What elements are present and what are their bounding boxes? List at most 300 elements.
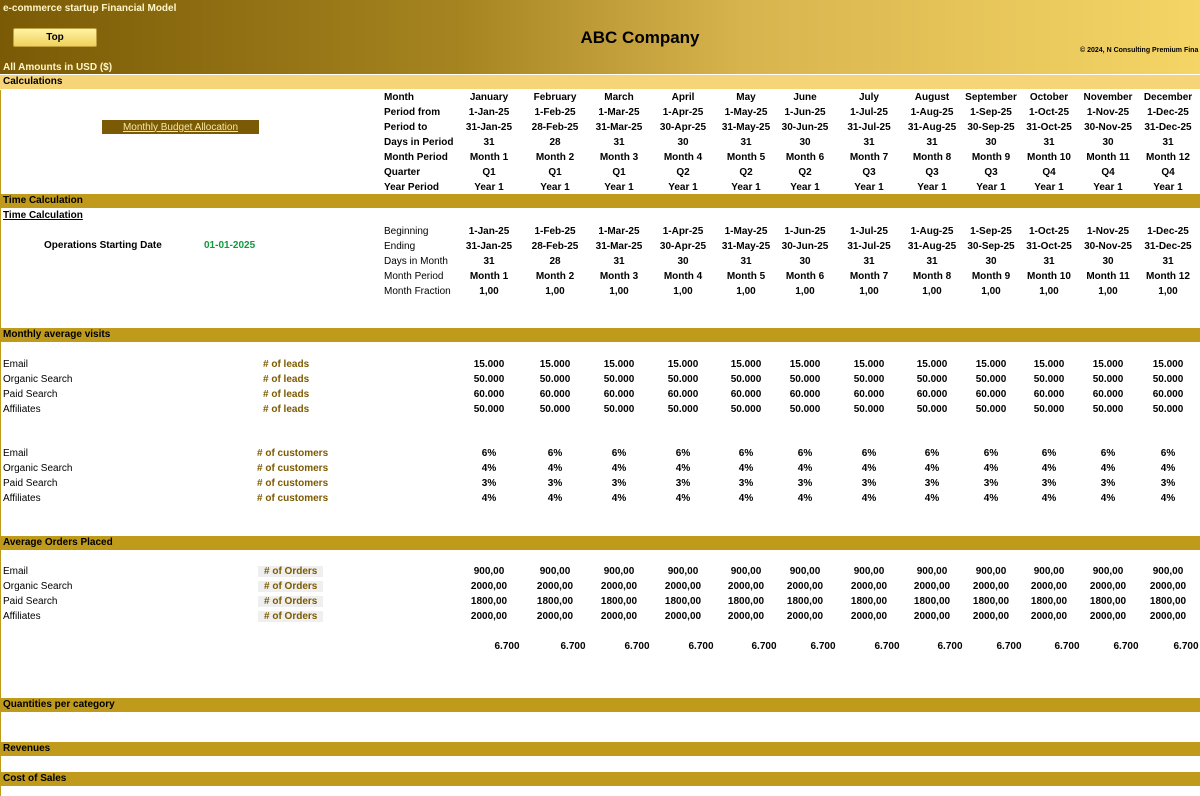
orders-cell[interactable]: 2000,00 xyxy=(1149,611,1187,622)
time_table-cell[interactable]: Month 12 xyxy=(1146,271,1190,282)
calc_table-row-label: Month Period xyxy=(384,152,448,163)
orders-cell[interactable]: 2000,00 xyxy=(1149,581,1187,592)
calc_table-cell[interactable]: 31-Mar-25 xyxy=(595,122,643,133)
time_table-cell[interactable]: 1-Sep-25 xyxy=(970,226,1012,237)
time_table-cell[interactable]: Month 11 xyxy=(1086,271,1130,282)
leads-cell[interactable]: 60.000 xyxy=(975,389,1007,400)
leads-cell[interactable]: 50.000 xyxy=(539,404,571,415)
orders-cell[interactable]: 2000,00 xyxy=(727,611,765,622)
customers-cell[interactable]: 4% xyxy=(675,493,691,504)
time_table-cell[interactable]: 1,00 xyxy=(736,286,756,297)
time_table-cell[interactable]: 30 xyxy=(1102,256,1114,267)
time_table-cell[interactable]: 30-Sep-25 xyxy=(967,241,1015,252)
time_table-cell[interactable]: 1-Aug-25 xyxy=(910,226,954,237)
orders-cell[interactable]: 2000,00 xyxy=(972,611,1010,622)
time_table-cell[interactable]: 30-Jun-25 xyxy=(781,241,829,252)
leads-cell[interactable]: 50.000 xyxy=(853,404,885,415)
time_table-cell[interactable]: 31 xyxy=(863,256,875,267)
orders-cell[interactable]: 2000,00 xyxy=(1089,581,1127,592)
calc_table-cell[interactable]: 31 xyxy=(740,137,752,148)
leads-cell[interactable]: 15.000 xyxy=(853,359,885,370)
orders-cell[interactable]: 1800,00 xyxy=(1030,596,1068,607)
customers-cell[interactable]: 4% xyxy=(861,493,877,504)
customers-cell[interactable]: 4% xyxy=(611,493,627,504)
calc_table-cell[interactable]: Month 1 xyxy=(469,152,509,163)
time_table-cell[interactable]: 1-Oct-25 xyxy=(1028,226,1069,237)
orders-cell[interactable]: 1800,00 xyxy=(600,596,638,607)
time_table-cell[interactable]: 1-Feb-25 xyxy=(534,226,576,237)
orders-cell[interactable]: 900,00 xyxy=(473,566,505,577)
time_table-cell[interactable]: Month 7 xyxy=(849,271,889,282)
calc_table-cell[interactable]: Year 1 xyxy=(731,182,761,193)
calc_table-cell[interactable]: 31-Aug-25 xyxy=(907,122,957,133)
time_table-cell[interactable]: 31-Mar-25 xyxy=(595,241,643,252)
calc_table-cell[interactable]: 1-Sep-25 xyxy=(970,107,1012,118)
leads-cell[interactable]: 50.000 xyxy=(730,404,762,415)
orders-cell[interactable]: 2000,00 xyxy=(470,581,508,592)
calc_table-cell[interactable]: January xyxy=(469,92,509,103)
time_table-cell[interactable]: 30-Apr-25 xyxy=(659,241,707,252)
leads-cell[interactable]: 50.000 xyxy=(975,404,1007,415)
leads-cell[interactable]: 15.000 xyxy=(1152,359,1184,370)
leads-cell[interactable]: 60.000 xyxy=(1092,389,1124,400)
customers-cell[interactable]: 3% xyxy=(738,478,754,489)
orders-unit-label: # of Orders xyxy=(258,581,323,592)
time_table-cell[interactable]: 31 xyxy=(613,256,625,267)
customers-cell[interactable]: 4% xyxy=(611,463,627,474)
customers-cell[interactable]: 3% xyxy=(611,478,627,489)
orders-cell[interactable]: 2000,00 xyxy=(850,611,888,622)
orders-cell[interactable]: 900,00 xyxy=(730,566,762,577)
top-button[interactable]: Top xyxy=(13,28,97,47)
time_table-cell[interactable]: 31-Aug-25 xyxy=(907,241,957,252)
orders-cell[interactable]: 2000,00 xyxy=(664,581,702,592)
customers-cell[interactable]: 4% xyxy=(983,493,999,504)
calc_table-cell[interactable]: 28 xyxy=(549,137,561,148)
orders-cell[interactable]: 2000,00 xyxy=(664,611,702,622)
orders-cell[interactable]: 2000,00 xyxy=(536,581,574,592)
customers-cell[interactable]: 6% xyxy=(797,448,813,459)
calc_table-cell[interactable]: 30-Sep-25 xyxy=(967,122,1015,133)
leads-cell[interactable]: 50.000 xyxy=(916,374,948,385)
calc_table-cell[interactable]: 30-Apr-25 xyxy=(659,122,707,133)
calc_table-cell[interactable]: Month 12 xyxy=(1146,152,1190,163)
leads-cell[interactable]: 50.000 xyxy=(667,404,699,415)
leads-cell[interactable]: 15.000 xyxy=(975,359,1007,370)
orders-cell[interactable]: 900,00 xyxy=(539,566,571,577)
orders-cell[interactable]: 2000,00 xyxy=(600,581,638,592)
time_table-cell[interactable]: 1,00 xyxy=(1098,286,1118,297)
customers-cell[interactable]: 4% xyxy=(738,493,754,504)
section-monthly-visits: Monthly average visits xyxy=(0,328,1200,342)
customers-cell[interactable]: 4% xyxy=(924,463,940,474)
leads-cell[interactable]: 50.000 xyxy=(539,374,571,385)
orders-cell[interactable]: 2000,00 xyxy=(1030,581,1068,592)
orders-cell[interactable]: 2000,00 xyxy=(850,581,888,592)
leads-cell[interactable]: 50.000 xyxy=(1152,374,1184,385)
calc_table-cell[interactable]: October xyxy=(1029,92,1069,103)
time_table-cell[interactable]: 31-Jan-25 xyxy=(465,241,513,252)
calc_table-cell[interactable]: 1-Dec-25 xyxy=(1147,107,1189,118)
calc_table-cell[interactable]: Q4 xyxy=(1042,167,1056,178)
leads-cell[interactable]: 15.000 xyxy=(916,359,948,370)
time_table-cell[interactable]: 1-Nov-25 xyxy=(1086,226,1130,237)
time_table-cell[interactable]: Month 4 xyxy=(663,271,703,282)
calc_table-cell[interactable]: 31 xyxy=(613,137,625,148)
calc_table-cell[interactable]: Q2 xyxy=(676,167,690,178)
time_table-cell[interactable]: Month 1 xyxy=(469,271,509,282)
customers-cell[interactable]: 4% xyxy=(481,493,497,504)
calc_table-cell[interactable]: Q1 xyxy=(612,167,626,178)
customers-cell[interactable]: 4% xyxy=(1160,493,1176,504)
time_table-cell[interactable]: 1,00 xyxy=(859,286,879,297)
calc_table-cell[interactable]: June xyxy=(793,92,817,103)
orders-cell[interactable]: 1800,00 xyxy=(536,596,574,607)
orders-cell[interactable]: 1800,00 xyxy=(850,596,888,607)
customers-cell[interactable]: 3% xyxy=(675,478,691,489)
customers-cell[interactable]: 4% xyxy=(983,463,999,474)
time_table-cell[interactable]: 31-Dec-25 xyxy=(1144,241,1192,252)
leads-cell[interactable]: 50.000 xyxy=(1152,404,1184,415)
calc_table-cell[interactable]: February xyxy=(533,92,577,103)
leads-cell[interactable]: 15.000 xyxy=(789,359,821,370)
calc_table-cell[interactable]: December xyxy=(1143,92,1193,103)
operations-start-label: Operations Starting Date xyxy=(44,240,162,251)
time_table-cell[interactable]: Month 2 xyxy=(535,271,575,282)
time_table-cell[interactable]: 31-May-25 xyxy=(721,241,771,252)
calc_table-cell[interactable]: Q2 xyxy=(739,167,753,178)
leads-cell[interactable]: 15.000 xyxy=(1092,359,1124,370)
calc_table-cell[interactable]: 31 xyxy=(1162,137,1174,148)
calc_table-cell[interactable]: 1-Feb-25 xyxy=(534,107,576,118)
orders-cell[interactable]: 900,00 xyxy=(667,566,699,577)
orders-cell[interactable]: 2000,00 xyxy=(600,611,638,622)
orders-cell[interactable]: 900,00 xyxy=(975,566,1007,577)
customers-cell[interactable]: 3% xyxy=(1041,478,1057,489)
calc_table-cell[interactable]: May xyxy=(736,92,756,103)
calc_table-cell[interactable]: Q3 xyxy=(984,167,998,178)
customers-cell[interactable]: 3% xyxy=(924,478,940,489)
calc_table-cell[interactable]: 1-Jun-25 xyxy=(784,107,826,118)
leads-cell[interactable]: 50.000 xyxy=(473,374,505,385)
time_table-cell[interactable]: 28-Feb-25 xyxy=(531,241,579,252)
calc_table-cell[interactable]: 31 xyxy=(863,137,875,148)
calc_table-cell[interactable]: Month 3 xyxy=(599,152,639,163)
leads-cell[interactable]: 60.000 xyxy=(730,389,762,400)
time_table-cell[interactable]: Month 6 xyxy=(785,271,825,282)
calc_table-cell[interactable]: 1-May-25 xyxy=(724,107,768,118)
time_table-cell[interactable]: Month 9 xyxy=(971,271,1011,282)
calc_table-cell[interactable]: Q4 xyxy=(1101,167,1115,178)
calc_table-cell[interactable]: Month 4 xyxy=(663,152,703,163)
customers-cell[interactable]: 4% xyxy=(1160,463,1176,474)
orders-cell[interactable]: 2000,00 xyxy=(727,581,765,592)
customers-cell[interactable]: 4% xyxy=(797,493,813,504)
time_table-cell[interactable]: 31 xyxy=(740,256,752,267)
orders-cell[interactable]: 1800,00 xyxy=(1089,596,1127,607)
time_table-cell[interactable]: 1,00 xyxy=(981,286,1001,297)
customers-cell[interactable]: 3% xyxy=(481,478,497,489)
calc_table-cell[interactable]: 31-Jul-25 xyxy=(847,122,891,133)
orders-cell[interactable]: 900,00 xyxy=(1092,566,1124,577)
calc_table-cell[interactable]: Year 1 xyxy=(474,182,504,193)
customers-cell[interactable]: 3% xyxy=(1160,478,1176,489)
customers-cell[interactable]: 4% xyxy=(547,463,563,474)
calc_table-cell[interactable]: 31-Dec-25 xyxy=(1144,122,1192,133)
leads-cell[interactable]: 50.000 xyxy=(730,374,762,385)
leads-cell[interactable]: 50.000 xyxy=(975,374,1007,385)
calc_table-cell[interactable]: 1-Apr-25 xyxy=(662,107,704,118)
orders-cell[interactable]: 1800,00 xyxy=(727,596,765,607)
orders-cell[interactable]: 900,00 xyxy=(1152,566,1184,577)
calc_table-cell[interactable]: Year 1 xyxy=(1153,182,1183,193)
calc_table-cell[interactable]: 31 xyxy=(483,137,495,148)
leads-cell[interactable]: 60.000 xyxy=(603,389,635,400)
time_table-cell[interactable]: 1,00 xyxy=(545,286,565,297)
calc_table-cell[interactable]: Month 7 xyxy=(849,152,889,163)
orders-cell[interactable]: 2000,00 xyxy=(913,611,951,622)
time_table-cell[interactable]: Month 8 xyxy=(912,271,952,282)
orders-cell[interactable]: 2000,00 xyxy=(536,611,574,622)
orders-cell[interactable]: 1800,00 xyxy=(1149,596,1187,607)
calc_table-cell[interactable]: Q1 xyxy=(548,167,562,178)
operations-start-date[interactable]: 01-01-2025 xyxy=(204,240,256,251)
customers-cell[interactable]: 4% xyxy=(1100,463,1116,474)
customers-cell[interactable]: 6% xyxy=(1160,448,1176,459)
leads-cell[interactable]: 60.000 xyxy=(853,389,885,400)
leads-cell[interactable]: 60.000 xyxy=(539,389,571,400)
time_table-cell[interactable]: 30 xyxy=(799,256,811,267)
calc_table-cell[interactable]: September xyxy=(965,92,1017,103)
calc_table-cell[interactable]: Year 1 xyxy=(1034,182,1064,193)
customers-cell[interactable]: 4% xyxy=(1100,493,1116,504)
leads-cell[interactable]: 50.000 xyxy=(789,374,821,385)
customers-cell[interactable]: 4% xyxy=(924,493,940,504)
time_table-cell[interactable]: 1,00 xyxy=(479,286,499,297)
leads-cell[interactable]: 50.000 xyxy=(603,404,635,415)
calc_table-cell[interactable]: 30 xyxy=(985,137,997,148)
leads-cell[interactable]: 15.000 xyxy=(667,359,699,370)
customers-cell[interactable]: 4% xyxy=(547,493,563,504)
calc_table-cell[interactable]: Year 1 xyxy=(854,182,884,193)
calc_table-cell[interactable]: Year 1 xyxy=(604,182,634,193)
time_table-cell[interactable]: 1,00 xyxy=(922,286,942,297)
calc_table-cell[interactable]: Year 1 xyxy=(917,182,947,193)
calc_table-cell[interactable]: 30 xyxy=(1102,137,1114,148)
leads-cell[interactable]: 60.000 xyxy=(1033,389,1065,400)
calc_table-cell[interactable]: 1-Jul-25 xyxy=(850,107,888,118)
calc_table-cell[interactable]: Year 1 xyxy=(540,182,570,193)
leads-cell[interactable]: 15.000 xyxy=(1033,359,1065,370)
calc_table-cell[interactable]: 30 xyxy=(677,137,689,148)
orders-cell[interactable]: 2000,00 xyxy=(786,581,824,592)
customers-cell[interactable]: 3% xyxy=(861,478,877,489)
time_table-cell[interactable]: 30 xyxy=(677,256,689,267)
leads-cell[interactable]: 60.000 xyxy=(1152,389,1184,400)
calc_table-cell[interactable]: July xyxy=(858,92,879,103)
leads-cell[interactable]: 15.000 xyxy=(473,359,505,370)
time_table-cell[interactable]: 1-Dec-25 xyxy=(1147,226,1189,237)
leads-cell[interactable]: 60.000 xyxy=(473,389,505,400)
time_table-cell[interactable]: 1,00 xyxy=(673,286,693,297)
time_table-cell[interactable]: 1,00 xyxy=(609,286,629,297)
leads-cell[interactable]: 50.000 xyxy=(667,374,699,385)
customers-cell[interactable]: 6% xyxy=(861,448,877,459)
calc_table-cell[interactable]: April xyxy=(671,92,695,103)
calc_table-cell[interactable]: Q4 xyxy=(1161,167,1175,178)
time_table-cell[interactable]: 1-May-25 xyxy=(724,226,768,237)
customers-cell[interactable]: 4% xyxy=(738,463,754,474)
calc_table-cell[interactable]: 31-Jan-25 xyxy=(465,122,513,133)
orders-cell[interactable]: 900,00 xyxy=(853,566,885,577)
customers-cell[interactable]: 3% xyxy=(1100,478,1116,489)
time_table-cell[interactable]: 1-Apr-25 xyxy=(662,226,704,237)
time_table-cell[interactable]: 31 xyxy=(483,256,495,267)
customers-cell[interactable]: 4% xyxy=(1041,463,1057,474)
calc_table-cell[interactable]: Month 11 xyxy=(1086,152,1130,163)
calc_table-cell[interactable]: Month 2 xyxy=(535,152,575,163)
channel-label: Email xyxy=(3,359,29,370)
time_table-cell[interactable]: Month 5 xyxy=(726,271,766,282)
calc_table-cell[interactable]: 30-Jun-25 xyxy=(781,122,829,133)
calc_table-cell[interactable]: Month 6 xyxy=(785,152,825,163)
time_table-cell[interactable]: 30 xyxy=(985,256,997,267)
customers-cell[interactable]: 4% xyxy=(797,463,813,474)
time_table-cell[interactable]: 31-Jul-25 xyxy=(847,241,891,252)
calc_table-cell[interactable]: November xyxy=(1083,92,1133,103)
calc_table-cell[interactable]: 31 xyxy=(926,137,938,148)
customers-cell[interactable]: 6% xyxy=(1100,448,1116,459)
leads-cell[interactable]: 50.000 xyxy=(1033,404,1065,415)
orders-total-cell: 6.700 xyxy=(560,641,586,652)
calc_table-cell[interactable]: March xyxy=(604,92,634,103)
customers-cell[interactable]: 6% xyxy=(738,448,754,459)
customers-cell[interactable]: 6% xyxy=(611,448,627,459)
calc_table-cell[interactable]: 1-Aug-25 xyxy=(910,107,954,118)
calc_table-cell[interactable]: 1-Nov-25 xyxy=(1086,107,1130,118)
channel-label: Affiliates xyxy=(3,493,41,504)
calc_table-cell[interactable]: 28-Feb-25 xyxy=(531,122,579,133)
leads-cell[interactable]: 60.000 xyxy=(789,389,821,400)
customers-cell[interactable]: 6% xyxy=(1041,448,1057,459)
calc_table-cell[interactable]: 1-Oct-25 xyxy=(1028,107,1069,118)
time_table-cell[interactable]: 1-Jan-25 xyxy=(468,226,510,237)
orders-cell[interactable]: 900,00 xyxy=(916,566,948,577)
orders-cell[interactable]: 2000,00 xyxy=(786,611,824,622)
time_table-cell[interactable]: 1-Mar-25 xyxy=(598,226,640,237)
time_table-cell[interactable]: 30-Nov-25 xyxy=(1084,241,1132,252)
leads-cell[interactable]: 60.000 xyxy=(916,389,948,400)
leads-cell[interactable]: 50.000 xyxy=(1033,374,1065,385)
calc_table-cell[interactable]: 31-May-25 xyxy=(721,122,771,133)
calc_table-cell[interactable]: 30 xyxy=(799,137,811,148)
calc_table-cell[interactable]: Year 1 xyxy=(1093,182,1123,193)
time_table-cell[interactable]: 31-Oct-25 xyxy=(1026,241,1072,252)
calc_table-cell[interactable]: Year 1 xyxy=(790,182,820,193)
customers-cell[interactable]: 3% xyxy=(983,478,999,489)
leads-cell[interactable]: 50.000 xyxy=(1092,404,1124,415)
calc_table-cell[interactable]: Q3 xyxy=(925,167,939,178)
leads-cell[interactable]: 15.000 xyxy=(730,359,762,370)
calc_table-cell[interactable]: Year 1 xyxy=(976,182,1006,193)
orders-cell[interactable]: 900,00 xyxy=(789,566,821,577)
leads-cell[interactable]: 50.000 xyxy=(916,404,948,415)
orders-cell[interactable]: 900,00 xyxy=(1033,566,1065,577)
calc_table-cell[interactable]: 1-Mar-25 xyxy=(598,107,640,118)
orders-cell[interactable]: 1800,00 xyxy=(913,596,951,607)
section-time-calculation: Time Calculation xyxy=(0,194,1200,208)
time_table-cell[interactable]: 1,00 xyxy=(1039,286,1059,297)
customers-cell[interactable]: 4% xyxy=(675,463,691,474)
time_table-cell[interactable]: 1-Jun-25 xyxy=(784,226,826,237)
time_table-cell[interactable]: 31 xyxy=(1043,256,1055,267)
orders-cell[interactable]: 2000,00 xyxy=(972,581,1010,592)
orders-cell[interactable]: 2000,00 xyxy=(1030,611,1068,622)
calc_table-cell[interactable]: 30-Nov-25 xyxy=(1084,122,1132,133)
leads-cell[interactable]: 15.000 xyxy=(603,359,635,370)
calc_table-cell[interactable]: Month 8 xyxy=(912,152,952,163)
customers-cell[interactable]: 6% xyxy=(924,448,940,459)
orders-cell[interactable]: 2000,00 xyxy=(913,581,951,592)
customers-cell[interactable]: 4% xyxy=(861,463,877,474)
channel-label: Paid Search xyxy=(3,389,58,400)
customers-cell[interactable]: 3% xyxy=(797,478,813,489)
calc_table-cell[interactable]: August xyxy=(914,92,950,103)
calc_table-cell[interactable]: Month 5 xyxy=(726,152,766,163)
time_table-cell[interactable]: 31 xyxy=(926,256,938,267)
time_table-cell[interactable]: Month 10 xyxy=(1027,271,1071,282)
leads-cell[interactable]: 50.000 xyxy=(853,374,885,385)
leads-cell[interactable]: 60.000 xyxy=(667,389,699,400)
time_table-cell[interactable]: 31 xyxy=(1162,256,1174,267)
time_table-cell[interactable]: 1-Jul-25 xyxy=(850,226,888,237)
calc_table-cell[interactable]: 1-Jan-25 xyxy=(468,107,510,118)
time_table-cell[interactable]: 28 xyxy=(549,256,561,267)
calc_table-cell[interactable]: Year 1 xyxy=(668,182,698,193)
orders-cell[interactable]: 1800,00 xyxy=(470,596,508,607)
calc_table-cell[interactable]: Q2 xyxy=(798,167,812,178)
customers-cell[interactable]: 6% xyxy=(983,448,999,459)
orders-cell[interactable]: 2000,00 xyxy=(1089,611,1127,622)
customers-cell[interactable]: 4% xyxy=(1041,493,1057,504)
customers-cell[interactable]: 4% xyxy=(481,463,497,474)
orders-cell[interactable]: 900,00 xyxy=(603,566,635,577)
calc_table-cell[interactable]: Q1 xyxy=(482,167,496,178)
calc_table-cell[interactable]: Month 9 xyxy=(971,152,1011,163)
monthly-budget-allocation-link[interactable]: Monthly Budget Allocation xyxy=(102,120,259,134)
calc_table-cell[interactable]: 31 xyxy=(1043,137,1055,148)
calc_table-cell[interactable]: Q3 xyxy=(862,167,876,178)
orders-cell[interactable]: 1800,00 xyxy=(664,596,702,607)
customers-cell[interactable]: 6% xyxy=(481,448,497,459)
orders-cell[interactable]: 1800,00 xyxy=(786,596,824,607)
leads-cell[interactable]: 50.000 xyxy=(789,404,821,415)
orders-cell[interactable]: 2000,00 xyxy=(470,611,508,622)
customers-cell[interactable]: 3% xyxy=(547,478,563,489)
time_table-cell[interactable]: Month 3 xyxy=(599,271,639,282)
leads-cell[interactable]: 50.000 xyxy=(603,374,635,385)
time_table-cell[interactable]: 1,00 xyxy=(1158,286,1178,297)
leads-cell[interactable]: 50.000 xyxy=(473,404,505,415)
orders-cell[interactable]: 1800,00 xyxy=(972,596,1010,607)
leads-cell[interactable]: 15.000 xyxy=(539,359,571,370)
time_table-cell[interactable]: 1,00 xyxy=(795,286,815,297)
calc_table-cell[interactable]: 31-Oct-25 xyxy=(1026,122,1072,133)
calc_table-cell[interactable]: Month 10 xyxy=(1027,152,1071,163)
customers-cell[interactable]: 6% xyxy=(675,448,691,459)
customers-cell[interactable]: 6% xyxy=(547,448,563,459)
leads-cell[interactable]: 50.000 xyxy=(1092,374,1124,385)
